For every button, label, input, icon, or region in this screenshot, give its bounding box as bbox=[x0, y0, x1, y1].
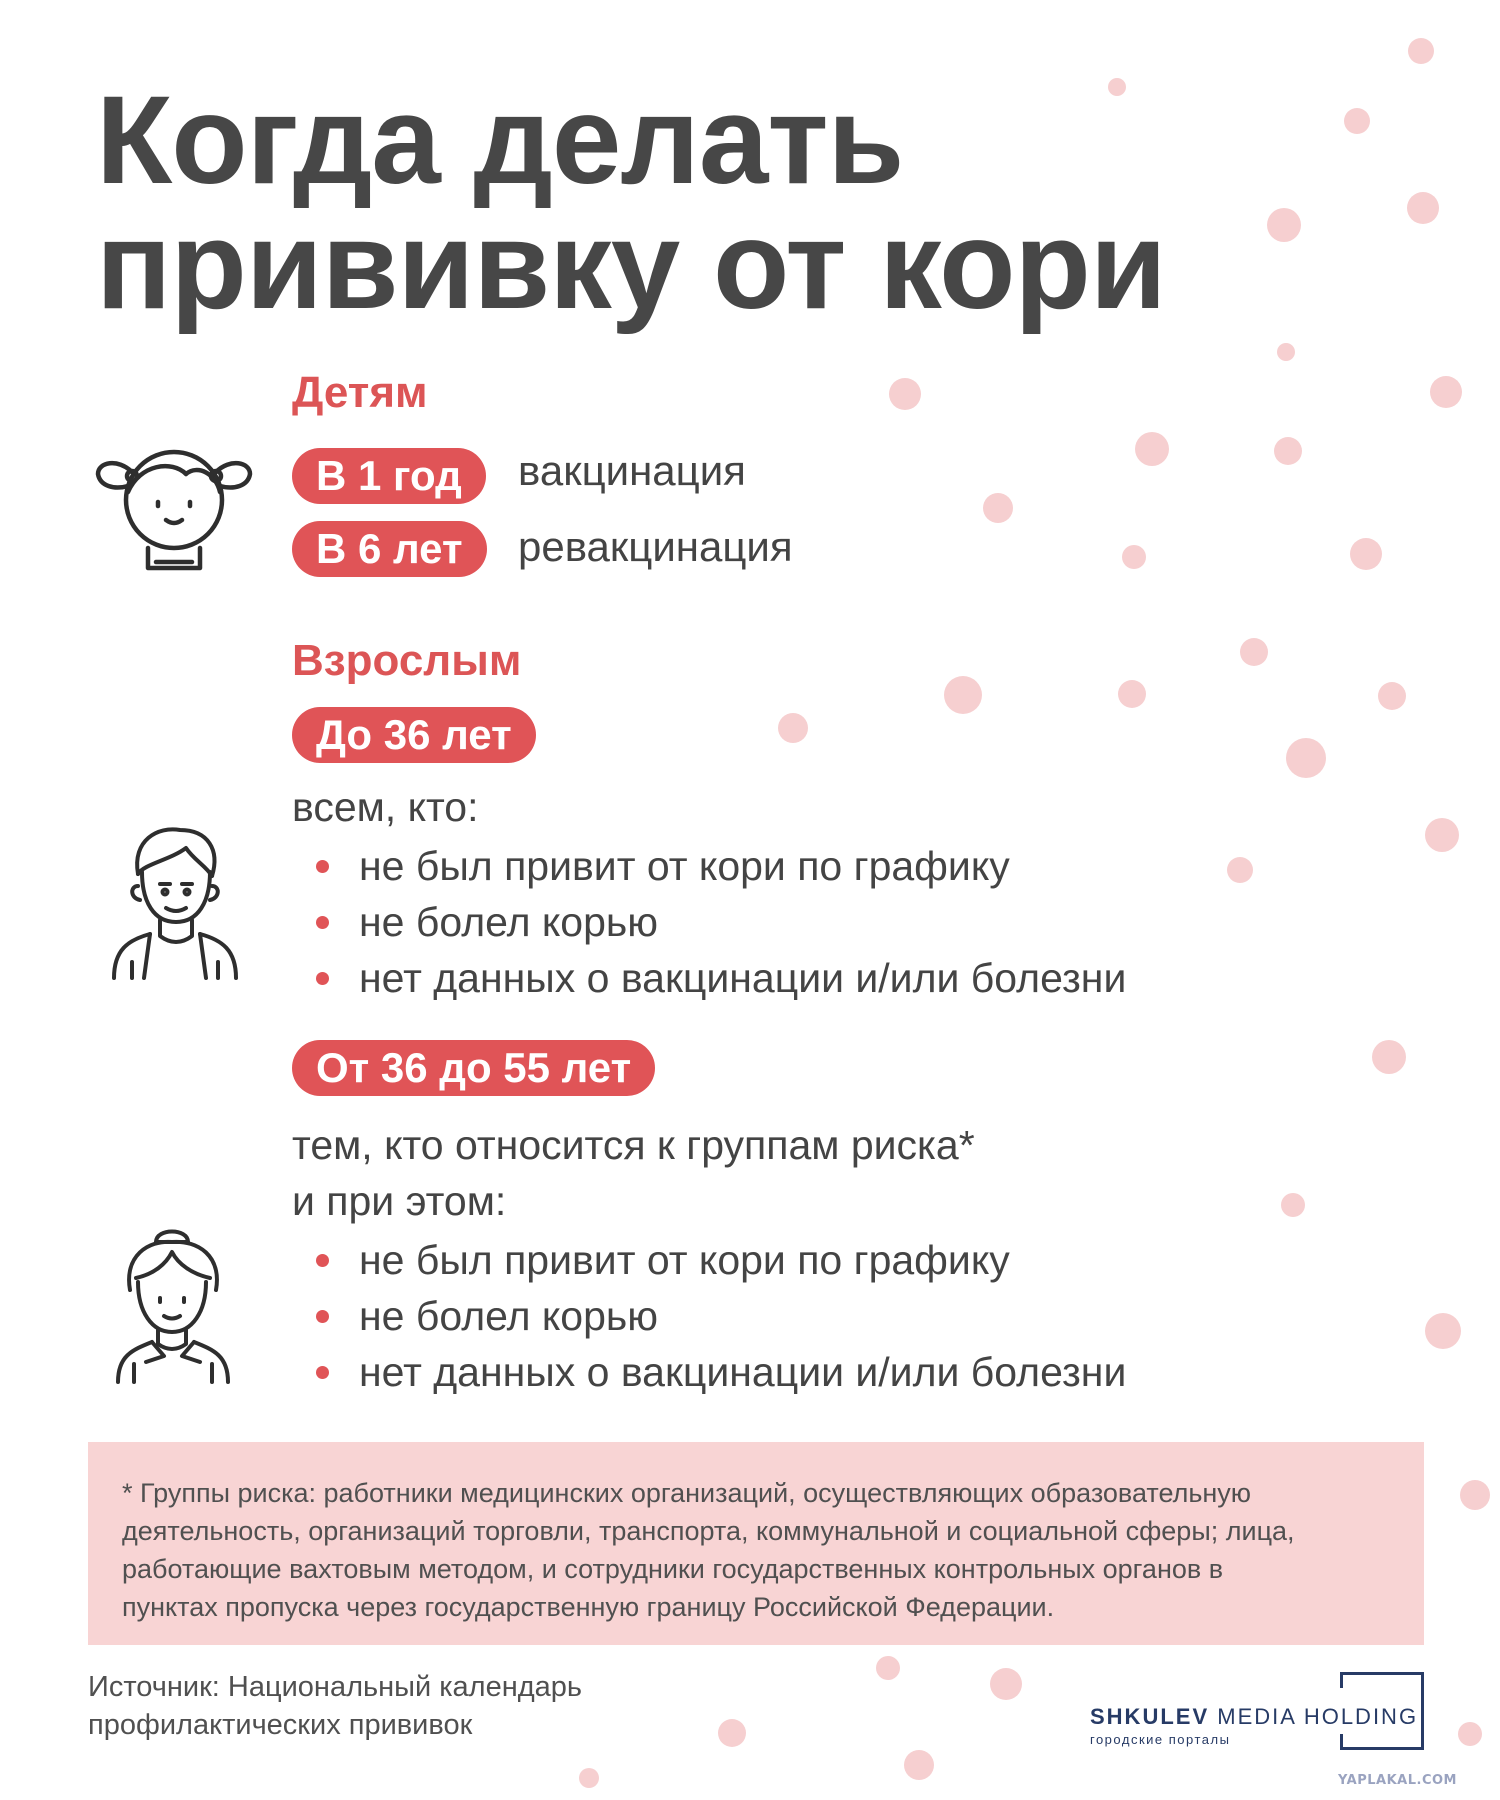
decor-dot bbox=[1425, 1313, 1461, 1349]
decor-dot bbox=[1425, 818, 1459, 852]
list-item bbox=[292, 1288, 1126, 1344]
child-icon bbox=[94, 440, 254, 575]
list-item bbox=[292, 1232, 1126, 1288]
adult-woman-icon bbox=[114, 1224, 232, 1384]
decor-dot bbox=[1240, 638, 1268, 666]
decor-dot bbox=[778, 713, 808, 743]
criterion-text: не болел корью bbox=[359, 899, 659, 945]
decor-dot bbox=[1286, 738, 1326, 778]
group1-criteria-list bbox=[292, 838, 1126, 1006]
decor-dot bbox=[1408, 38, 1434, 64]
decor-dot bbox=[889, 378, 921, 410]
decor-dot bbox=[1118, 680, 1146, 708]
logo-subtitle: городские порталы bbox=[1090, 1732, 1231, 1747]
watermark: YAPLAKAL.COM bbox=[1338, 1773, 1457, 1788]
decor-dot bbox=[1372, 1040, 1406, 1074]
decor-dot bbox=[1407, 192, 1439, 224]
criterion-text: нет данных о вакцинации и/или болезни bbox=[359, 955, 1127, 1001]
decor-dot bbox=[579, 1768, 599, 1788]
footnote-line: пунктах пропуска через государственную границу Российской Федерации. bbox=[122, 1592, 1055, 1622]
decor-dot bbox=[1281, 1193, 1305, 1217]
decor-dot bbox=[1460, 1480, 1490, 1510]
decor-dot bbox=[1122, 545, 1146, 569]
decor-dot bbox=[1274, 437, 1302, 465]
logo-name bbox=[1090, 1704, 1418, 1730]
criterion-text: не был привит от кори по графику bbox=[359, 1237, 1010, 1283]
footnote-line: работающие вахтовым методом, и сотрудники государственных контрольных органов в bbox=[122, 1554, 1224, 1584]
logo-name-rest: MEDIA HOLDING bbox=[1217, 1704, 1419, 1729]
decor-dot bbox=[990, 1668, 1022, 1700]
age-badge-6-years: В 6 лет bbox=[292, 521, 487, 577]
title-line-2: прививку от кори bbox=[96, 196, 1166, 335]
decor-dot bbox=[1344, 108, 1370, 134]
decor-dot bbox=[1458, 1722, 1482, 1746]
bullet-marker bbox=[316, 1310, 329, 1323]
bullet-marker bbox=[316, 860, 329, 873]
bullet-marker bbox=[316, 972, 329, 985]
group1-intro: всем, кто: bbox=[292, 784, 479, 830]
risk-groups-footnote bbox=[88, 1442, 1424, 1645]
decor-dot bbox=[1378, 682, 1406, 710]
page-title bbox=[96, 71, 1166, 335]
children-heading: Детям bbox=[292, 368, 428, 417]
decor-dot bbox=[983, 493, 1013, 523]
group2-intro-line1: тем, кто относится к группам риска* bbox=[292, 1122, 975, 1168]
decor-dot bbox=[944, 676, 982, 714]
footnote-line: деятельность, организаций торговли, транспорта, коммунальной и социальной сферы; лица, bbox=[122, 1516, 1295, 1546]
decor-dot bbox=[1430, 376, 1462, 408]
revaccination-label: ревакцинация bbox=[518, 523, 793, 570]
decor-dot bbox=[718, 1719, 746, 1747]
list-item bbox=[292, 950, 1126, 1006]
criterion-text: нет данных о вакцинации и/или болезни bbox=[359, 1349, 1127, 1395]
decor-dot bbox=[904, 1750, 934, 1780]
vaccination-label: вакцинация bbox=[518, 447, 746, 494]
source-line: Источник: Национальный календарь bbox=[88, 1671, 583, 1703]
decor-dot bbox=[1267, 208, 1301, 242]
footnote-line: * Группы риска: работники медицинских организаций, осуществляющих образовательную bbox=[122, 1478, 1252, 1508]
source-citation bbox=[88, 1668, 582, 1744]
young-man-icon bbox=[110, 826, 240, 981]
title-line-1: Когда делать bbox=[96, 71, 904, 210]
adults-heading: Взрослым bbox=[292, 636, 522, 685]
bullet-marker bbox=[316, 1254, 329, 1267]
decor-dot bbox=[1227, 857, 1253, 883]
decor-dot bbox=[1277, 343, 1295, 361]
criterion-text: не был привит от кори по графику bbox=[359, 843, 1010, 889]
decor-dot bbox=[1135, 432, 1169, 466]
group2-intro-line2: и при этом: bbox=[292, 1178, 507, 1224]
decor-dot bbox=[1350, 538, 1382, 570]
list-item bbox=[292, 1344, 1126, 1400]
shkulev-logo bbox=[1090, 1672, 1430, 1752]
bullet-marker bbox=[316, 916, 329, 929]
age-badge-under-36: До 36 лет bbox=[292, 707, 536, 763]
bullet-marker bbox=[316, 1366, 329, 1379]
group2-criteria-list bbox=[292, 1232, 1126, 1400]
source-line: профилактических прививок bbox=[88, 1709, 473, 1741]
decor-dot bbox=[876, 1656, 900, 1680]
age-badge-36-to-55: От 36 до 55 лет bbox=[292, 1040, 655, 1096]
age-badge-1-year: В 1 год bbox=[292, 448, 486, 504]
list-item bbox=[292, 838, 1126, 894]
criterion-text: не болел корью bbox=[359, 1293, 659, 1339]
logo-name-bold: SHKULEV bbox=[1090, 1704, 1210, 1729]
list-item bbox=[292, 894, 1126, 950]
